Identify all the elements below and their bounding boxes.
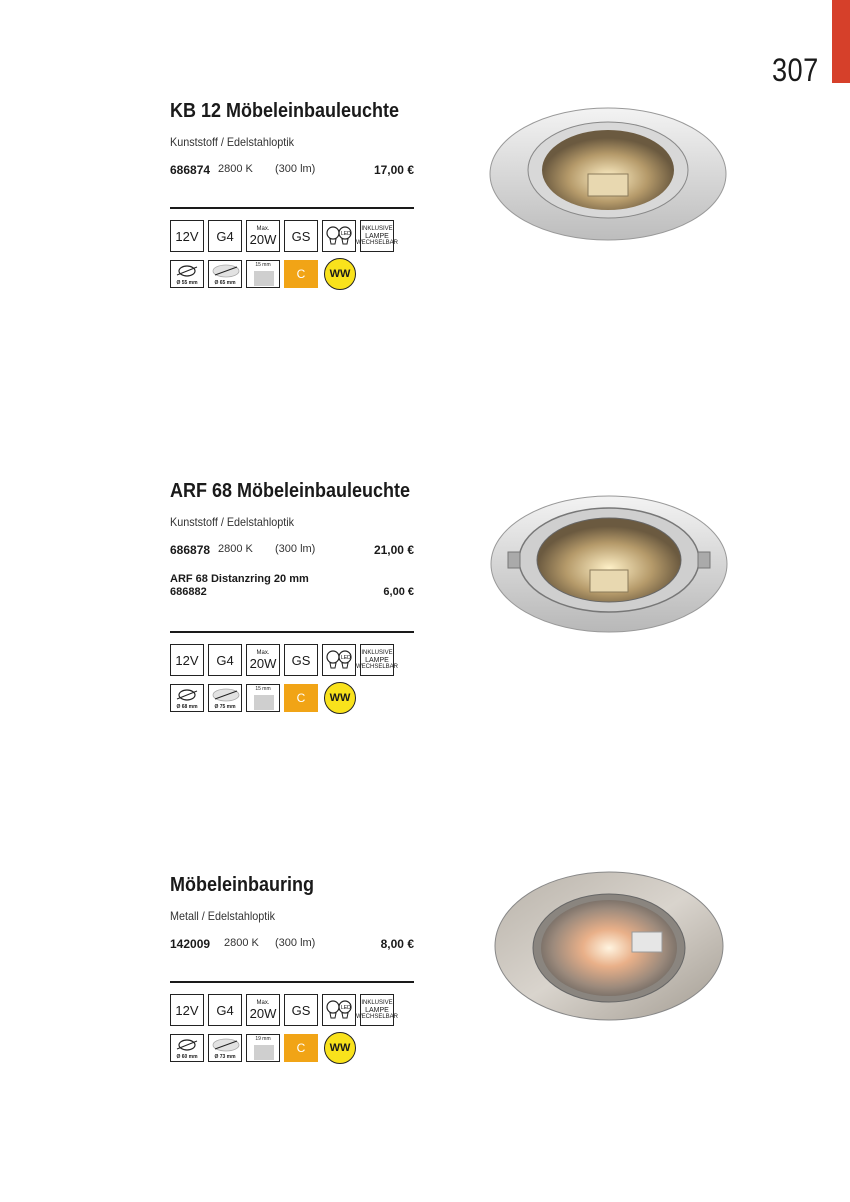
cutout-label: Ø 60 mm <box>176 1054 198 1060</box>
max-label: Max. <box>256 999 270 1006</box>
socket-icon: G4 <box>208 644 242 676</box>
max-wattage-icon <box>246 644 280 676</box>
divider <box>170 207 414 209</box>
accessory-article: 686882 <box>170 586 207 598</box>
installation-depth-icon <box>246 260 280 288</box>
accessory-row <box>170 573 420 603</box>
warm-white-icon: WW <box>324 1032 356 1064</box>
color-temperature: 2800 K <box>218 163 253 175</box>
outer-diameter-icon <box>208 260 242 288</box>
lamp-included-icon <box>356 220 399 252</box>
luminous-flux: (300 lm) <box>275 937 316 949</box>
max-label: Max. <box>256 225 270 232</box>
price: 17,00 € <box>373 163 414 177</box>
lamp-included-icon <box>356 994 399 1026</box>
incl-line-1: INKLUSIVE <box>361 649 393 656</box>
depth-label: 15 mm <box>255 686 271 692</box>
installation-depth-icon <box>246 684 280 712</box>
max-wattage-icon <box>246 220 280 252</box>
voltage-icon: 12V <box>170 220 204 252</box>
bulb-led-icon <box>322 220 356 252</box>
price-row <box>170 543 420 559</box>
incl-line-2: LAMPE <box>365 1006 389 1014</box>
bulb-led-icon <box>322 644 356 676</box>
warm-white-icon: WW <box>324 682 356 714</box>
product-arf68 <box>170 480 420 710</box>
cutout-diameter-icon <box>170 1034 204 1062</box>
incl-line-2: LAMPE <box>365 232 389 240</box>
energy-class-icon: C <box>284 260 318 288</box>
voltage-icon: 12V <box>170 994 204 1026</box>
product-photo-einbauring <box>492 868 726 1024</box>
gs-mark-icon: GS <box>284 220 318 252</box>
article-number: 686878 <box>170 543 211 557</box>
incl-line-2: LAMPE <box>365 656 389 664</box>
energy-class-icon: C <box>284 684 318 712</box>
product-material: Metall / Edelstahloptik <box>170 909 276 923</box>
incl-line-3: WECHSELBAR <box>356 1013 399 1020</box>
product-title: KB 12 Möbeleinbauleuchte <box>170 100 400 122</box>
product-kb12 <box>170 100 420 286</box>
cutout-diameter-icon <box>170 260 204 288</box>
price-row <box>170 163 420 179</box>
outer-label: Ø 75 mm <box>214 704 236 710</box>
product-material: Kunststoff / Edelstahloptik <box>170 135 295 149</box>
lamp-included-icon <box>356 644 399 676</box>
warm-white-icon: WW <box>324 258 356 290</box>
outer-diameter-icon <box>208 684 242 712</box>
wattage-value: 20W <box>249 655 277 671</box>
divider <box>170 981 414 983</box>
socket-icon: G4 <box>208 220 242 252</box>
energy-class-icon: C <box>284 1034 318 1062</box>
svg-text:LED: LED <box>341 231 351 237</box>
depth-label: 19 mm <box>255 1036 271 1042</box>
incl-line-3: WECHSELBAR <box>356 663 399 670</box>
product-photo-arf68 <box>488 492 730 636</box>
product-einbauring <box>170 874 420 1060</box>
color-temperature: 2800 K <box>218 543 253 555</box>
accessory-name: ARF 68 Distanzring 20 mm <box>170 573 309 585</box>
gs-mark-icon: GS <box>284 994 318 1026</box>
product-material: Kunststoff / Edelstahloptik <box>170 515 295 529</box>
cutout-label: Ø 68 mm <box>176 704 198 710</box>
cutout-label: Ø 55 mm <box>176 280 198 286</box>
socket-icon: G4 <box>208 994 242 1026</box>
page-number: 307 <box>772 52 819 88</box>
product-title: Möbeleinbauring <box>170 874 314 896</box>
luminous-flux: (300 lm) <box>275 163 316 175</box>
price-row <box>170 937 420 953</box>
max-wattage-icon <box>246 994 280 1026</box>
incl-line-3: WECHSELBAR <box>356 239 399 246</box>
svg-text:LED: LED <box>341 1005 351 1011</box>
wattage-value: 20W <box>249 231 277 247</box>
voltage-icon: 12V <box>170 644 204 676</box>
svg-text:LED: LED <box>341 655 351 661</box>
outer-label: Ø 65 mm <box>214 280 236 286</box>
accessory-price: 6,00 € <box>383 586 414 598</box>
depth-label: 15 mm <box>255 262 271 268</box>
product-photo-kb12 <box>488 104 728 244</box>
incl-line-1: INKLUSIVE <box>361 999 393 1006</box>
article-number: 686874 <box>170 163 211 177</box>
article-number: 142009 <box>170 937 211 951</box>
divider <box>170 631 414 633</box>
installation-depth-icon <box>246 1034 280 1062</box>
incl-line-1: INKLUSIVE <box>361 225 393 232</box>
bulb-led-icon <box>322 994 356 1026</box>
page-tab-marker <box>832 0 850 83</box>
product-title: ARF 68 Möbeleinbauleuchte <box>170 480 411 502</box>
max-label: Max. <box>256 649 270 656</box>
gs-mark-icon: GS <box>284 644 318 676</box>
price: 21,00 € <box>373 543 414 557</box>
luminous-flux: (300 lm) <box>275 543 316 555</box>
outer-diameter-icon <box>208 1034 242 1062</box>
cutout-diameter-icon <box>170 684 204 712</box>
price: 8,00 € <box>380 937 414 951</box>
color-temperature: 2800 K <box>224 937 259 949</box>
wattage-value: 20W <box>249 1005 277 1021</box>
outer-label: Ø 73 mm <box>214 1054 236 1060</box>
